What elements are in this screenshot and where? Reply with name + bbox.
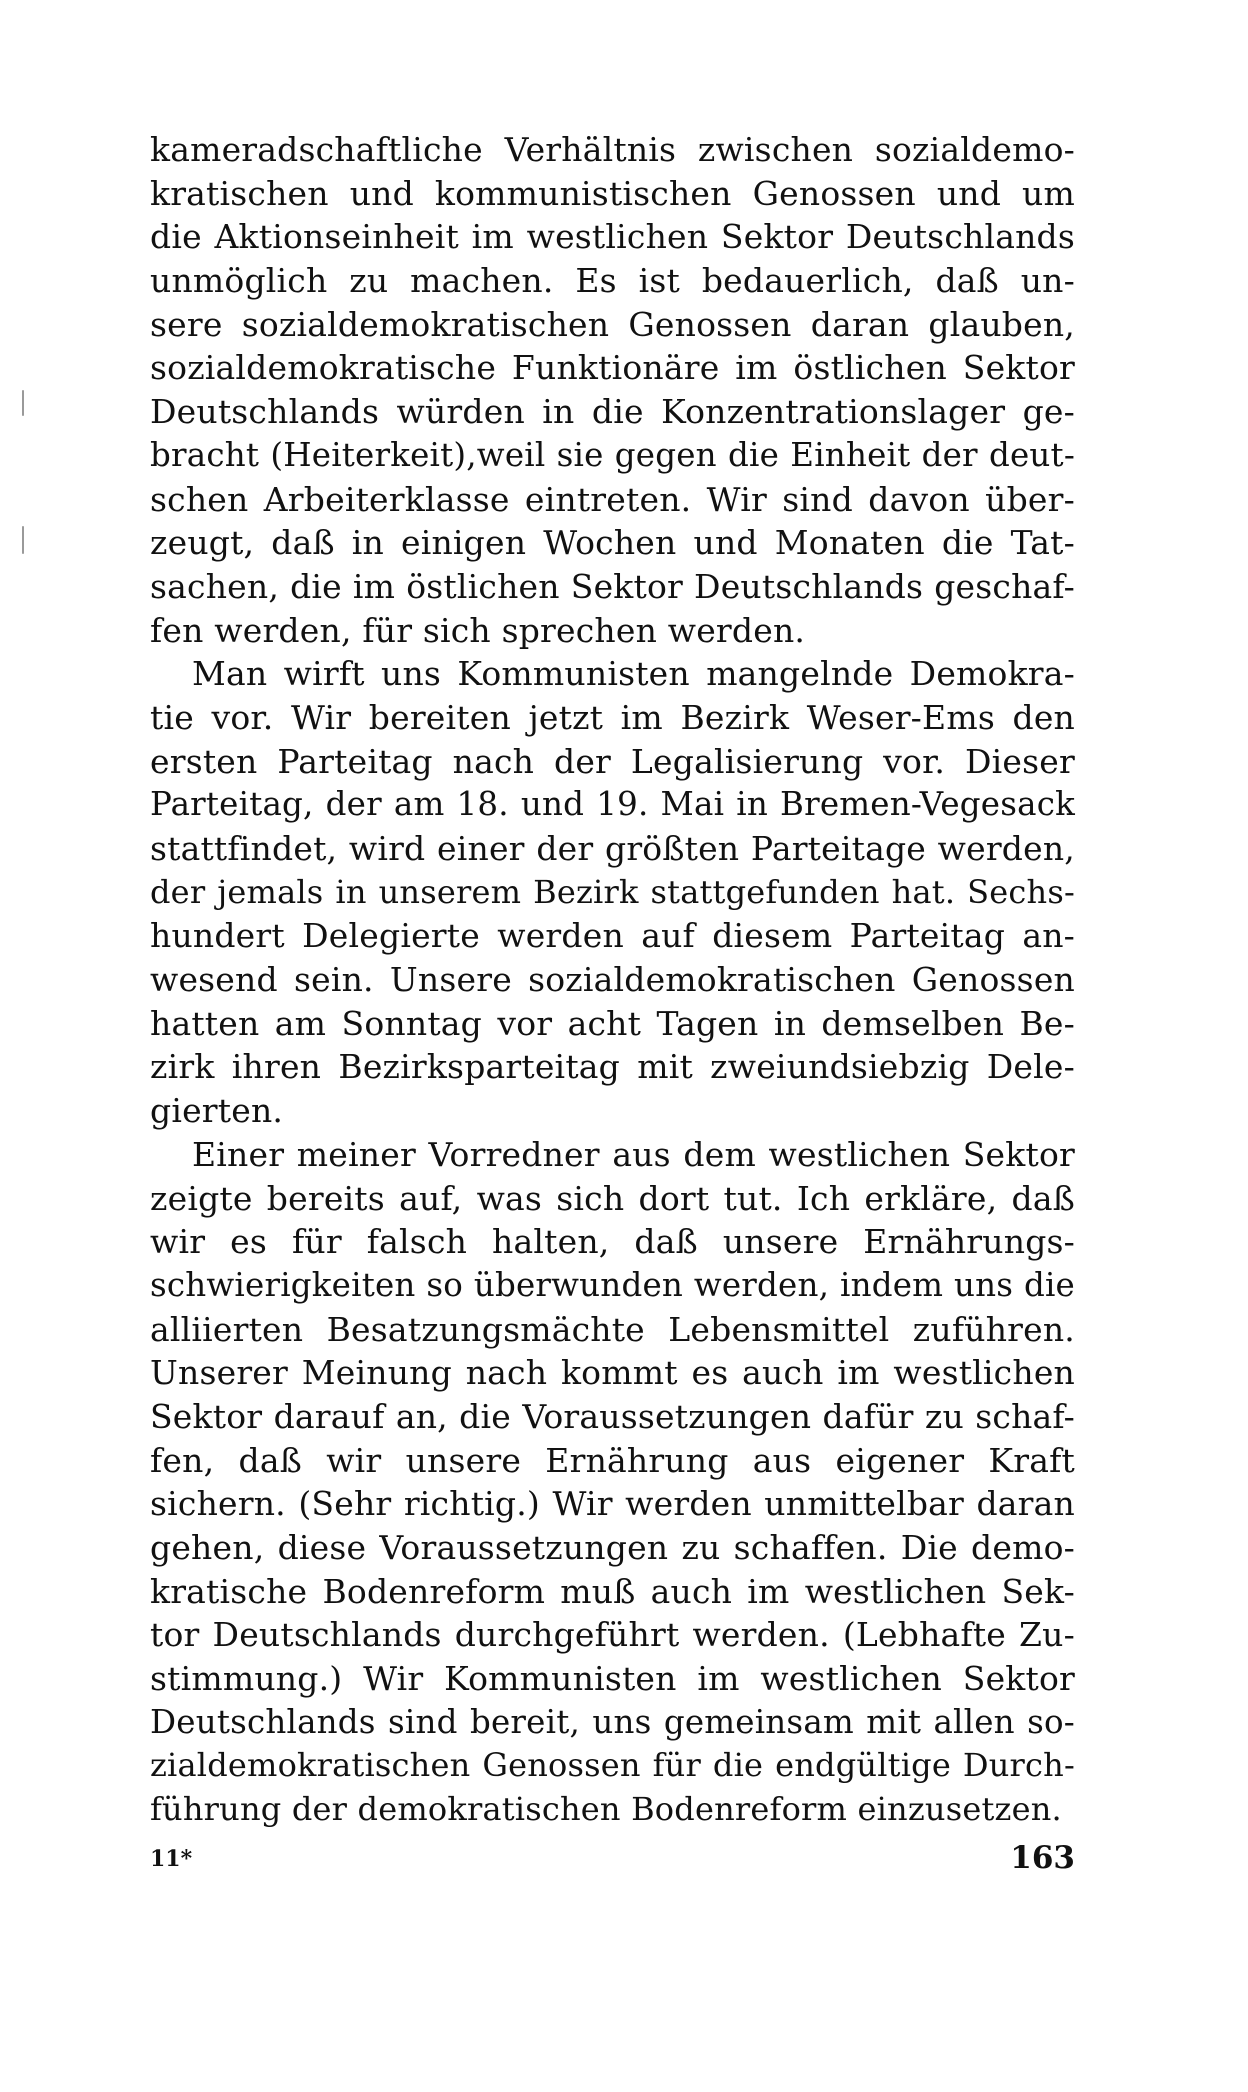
paragraph (150, 1133, 1075, 1832)
text-line: fen werden, für sich sprechen werden. (150, 610, 806, 650)
text-line: zialdemokratischen Genossen für die endgültige Durch- (150, 1746, 1075, 1785)
text-line: Parteitag, der am 18. und 19. Mai in Bremen-Vegesack (150, 785, 1075, 824)
text-line: stattfindet, wird einer der größten Parteitage werden, (150, 829, 1075, 868)
text-line: wir es für falsch halten, daß unsere Ernährungs- (150, 1222, 1075, 1262)
text-line: der jemals in unserem Bezirk stattgefunden hat. Sechs- (150, 872, 1075, 911)
text-line: zeigte bereits auf, was sich dort tut. Ich erkläre, daß (150, 1178, 1075, 1218)
text-line: sere sozialdemokratischen Genossen daran glauben, (150, 304, 1075, 344)
text-line: Unserer Meinung nach kommt es auch im westlichen (150, 1353, 1075, 1393)
text-line: fen, daß wir unsere Ernährung aus eigener Kraft (150, 1440, 1075, 1480)
text-line: kratischen und kommunistischen Genossen und um (150, 173, 1075, 213)
text-line: bracht (Heiterkeit),weil sie gegen die Einheit der deut- (150, 435, 1075, 474)
text-line: kratische Bodenreform muß auch im westlichen Sek- (150, 1571, 1075, 1611)
text-line: schwierigkeiten so überwunden werden, indem uns die (150, 1265, 1075, 1304)
text-line: zeugt, daß in einigen Wochen und Monaten die Tat- (150, 523, 1075, 563)
text-line: Sektor darauf an, die Voraussetzungen dafür zu schaf- (150, 1396, 1075, 1436)
body-text (150, 128, 1075, 1832)
text-line: stimmung.) Wir Kommunisten im westlichen Sektor (150, 1659, 1075, 1699)
text-line: Einer meiner Vorredner aus dem westlichen Sektor (192, 1134, 1075, 1174)
text-line: die Aktionseinheit im westlichen Sektor Deutschlands (150, 217, 1075, 257)
text-line: hundert Delegierte werden auf diesem Parteitag an- (150, 916, 1075, 956)
text-line: tor Deutschlands durchgeführt werden. (Lebhafte Zu- (150, 1615, 1075, 1655)
text-line: hatten am Sonntag vor acht Tagen in demselben Be- (150, 1003, 1075, 1043)
margin-mark-upper (22, 390, 24, 416)
text-line: wesend sein. Unsere sozialdemokratischen Genossen (150, 960, 1075, 1000)
text-line: alliierten Besatzungsmächte Lebensmittel zuführen. (150, 1309, 1075, 1349)
margin-mark-lower (22, 526, 24, 554)
text-line: zirk ihren Bezirksparteitag mit zweiundsiebzig Dele- (150, 1047, 1075, 1087)
text-line: sachen, die im östlichen Sektor Deutschlands geschaf- (150, 566, 1075, 606)
text-line: tie vor. Wir bereiten jetzt im Bezirk Weser-Ems den (150, 697, 1075, 737)
page-number: 163 (1010, 1840, 1075, 1876)
text-line: sichern. (Sehr richtig.) Wir werden unmittelbar daran (150, 1484, 1075, 1524)
text-line: gierten. (150, 1091, 284, 1131)
text-line: unmöglich zu machen. Es ist bedauerlich, daß un- (150, 261, 1075, 301)
text-line: sozialdemokratische Funktionäre im östlichen Sektor (150, 348, 1075, 388)
text-line: schen Arbeiterklasse eintreten. Wir sind davon über- (150, 479, 1075, 519)
text-line: Deutschlands würden in die Konzentrationslager ge- (150, 392, 1075, 432)
text-line: gehen, diese Voraussetzungen zu schaffen. Die demo- (150, 1528, 1075, 1567)
text-line: Deutschlands sind bereit, uns gemeinsam mit allen so- (150, 1702, 1075, 1741)
text-line: kameradschaftliche Verhältnis zwischen sozialdemo- (150, 130, 1075, 169)
text-line: führung der demokratischen Bodenreform einzusetzen. (150, 1790, 1062, 1829)
text-line: ersten Parteitag nach der Legalisierung vor. Dieser (150, 741, 1075, 781)
signature-mark: 11* (150, 1846, 193, 1872)
paragraph (150, 652, 1075, 1133)
text-line: Man wirft uns Kommunisten mangelnde Demokra- (192, 654, 1075, 694)
paragraph (150, 128, 1075, 652)
